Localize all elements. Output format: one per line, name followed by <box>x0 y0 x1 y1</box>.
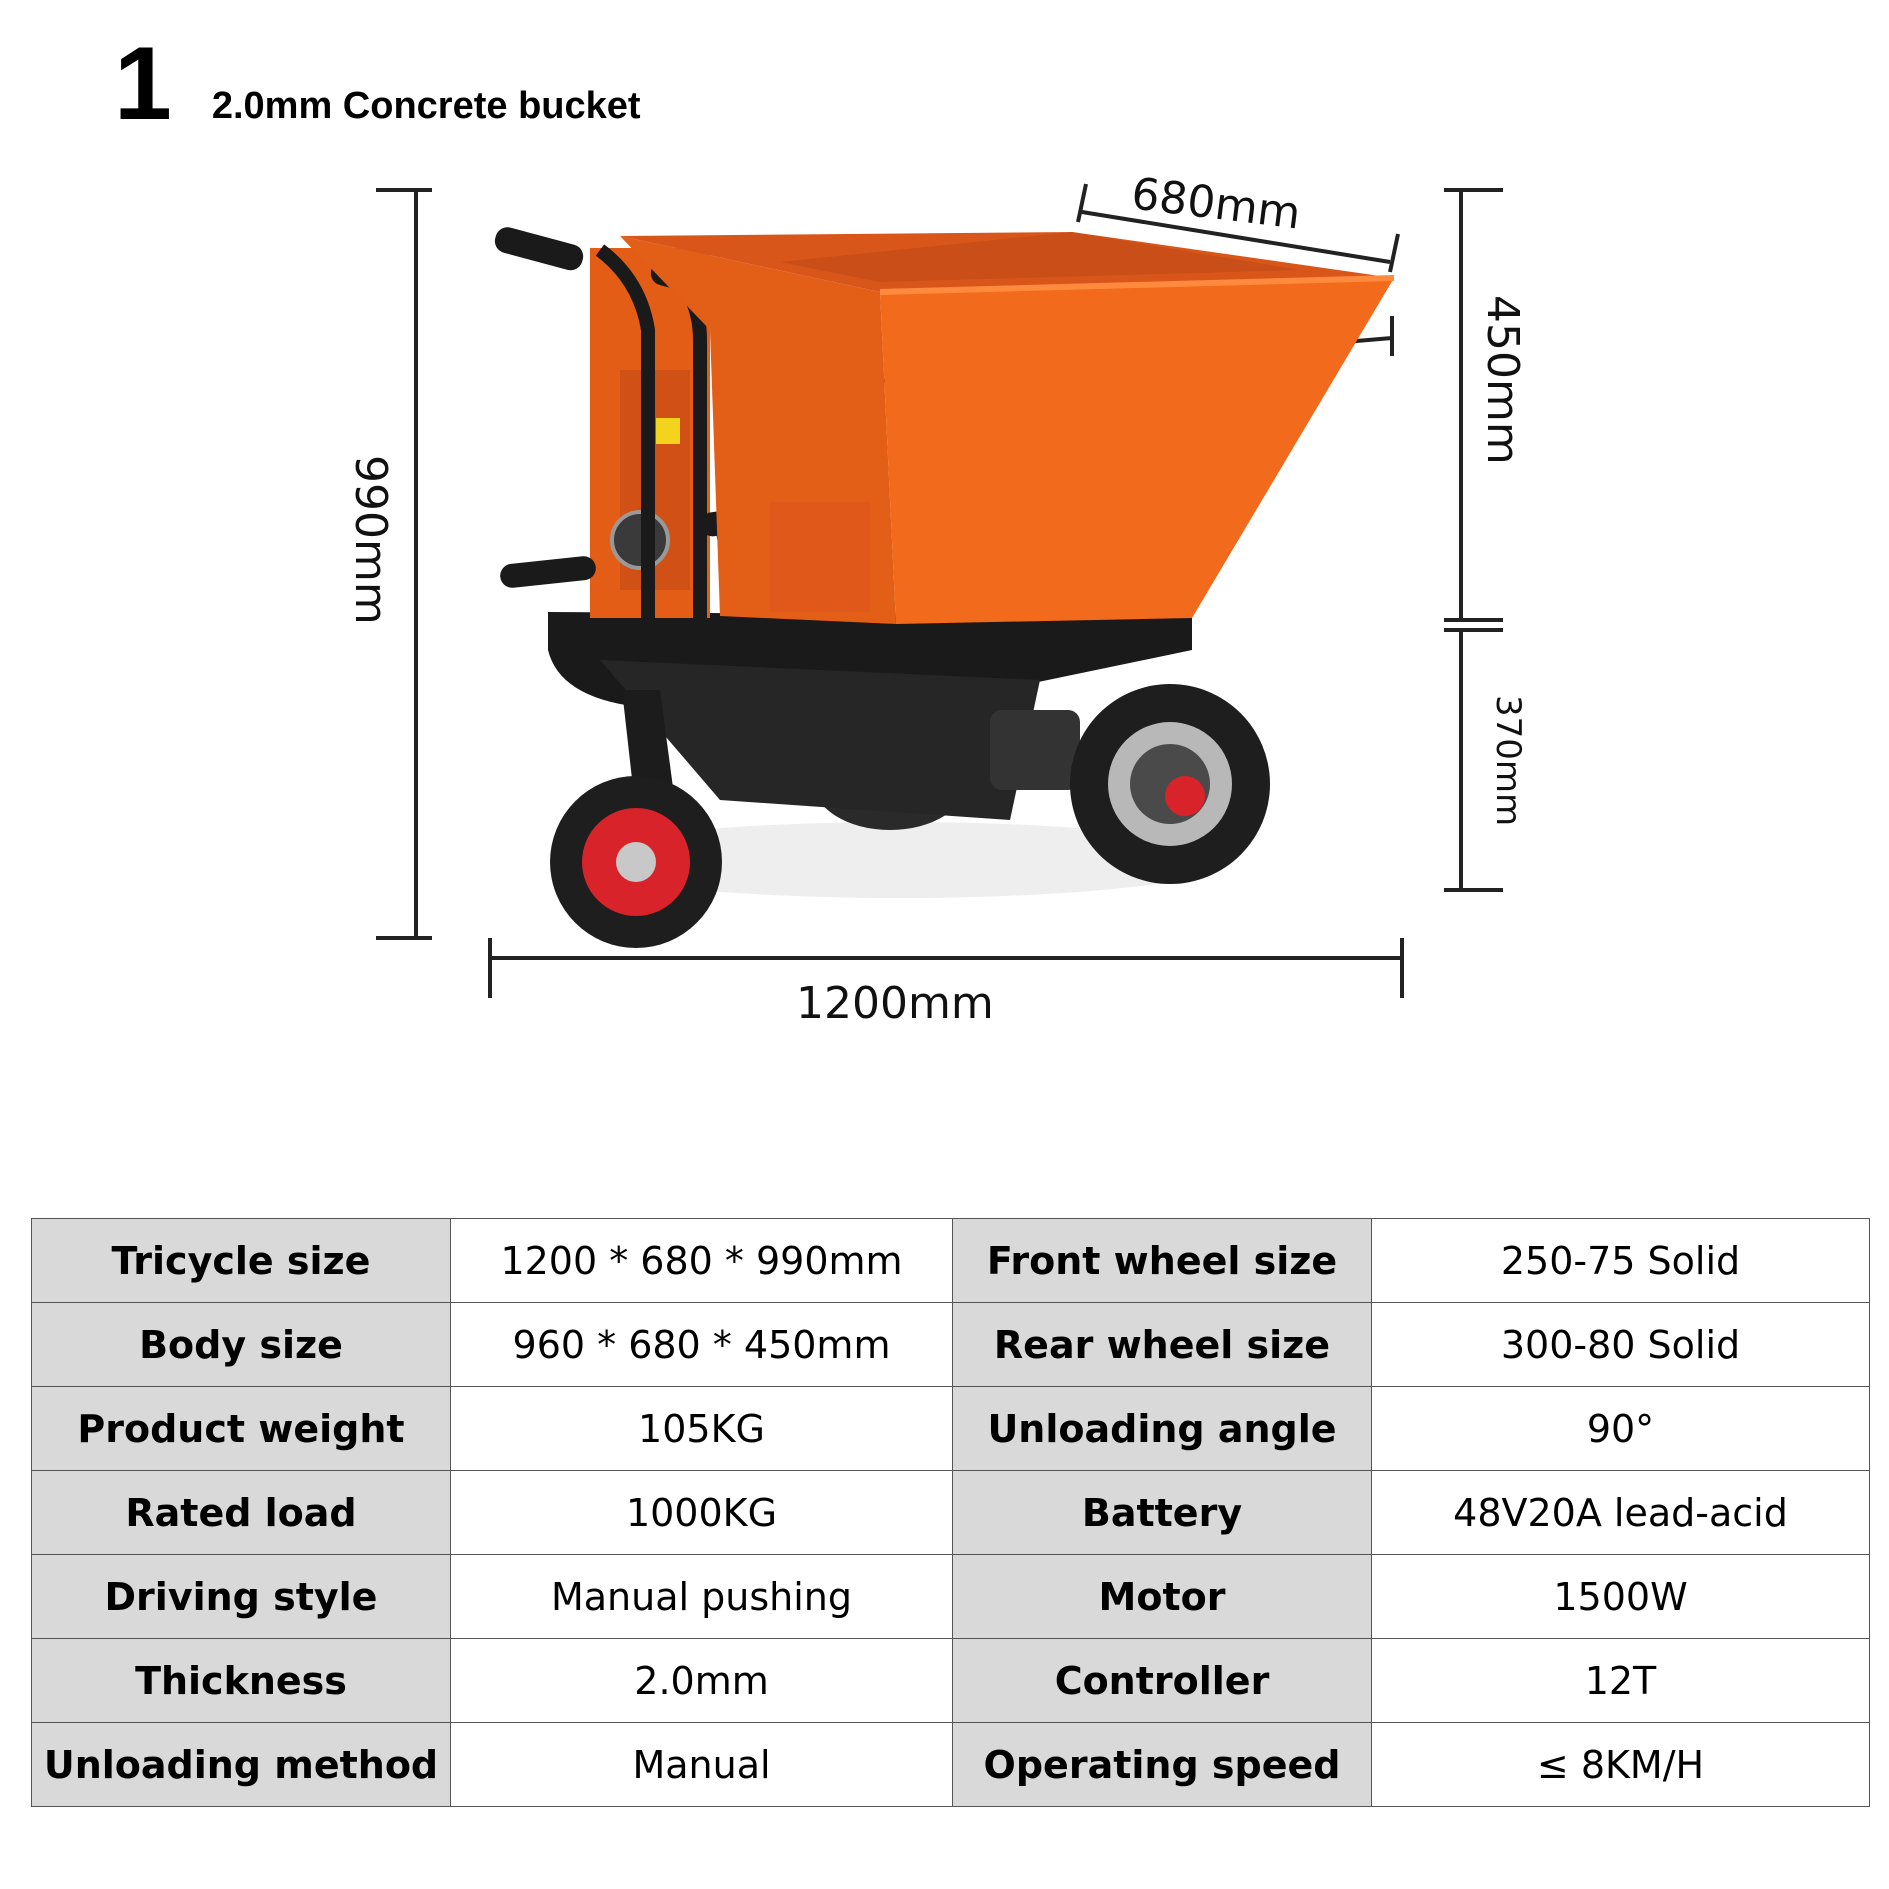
spec-label: Front wheel size <box>953 1219 1372 1303</box>
section-number: 1 <box>114 26 172 142</box>
spec-value: Manual <box>451 1723 953 1807</box>
spec-value: 960 * 680 * 450mm <box>451 1303 953 1387</box>
spec-value: 250-75 Solid <box>1372 1219 1870 1303</box>
spec-label: Driving style <box>32 1555 451 1639</box>
spec-label: Rated load <box>32 1471 451 1555</box>
spec-value: 105KG <box>451 1387 953 1471</box>
spec-value: 1200 * 680 * 990mm <box>451 1219 953 1303</box>
dim-total-length: 1200mm <box>796 978 994 1029</box>
table-row <box>32 1555 1870 1639</box>
spec-label: Rear wheel size <box>953 1303 1372 1387</box>
spec-value: 1500W <box>1372 1555 1870 1639</box>
spec-value: 1000KG <box>451 1471 953 1555</box>
spec-table <box>31 1218 1870 1807</box>
spec-value: 12T <box>1372 1639 1870 1723</box>
table-row <box>32 1723 1870 1807</box>
spec-label: Unloading angle <box>953 1387 1372 1471</box>
dim-total-height: 990mm <box>345 455 396 625</box>
spec-label: Battery <box>953 1471 1372 1555</box>
spec-label: Controller <box>953 1639 1372 1723</box>
spec-value: 48V20A lead-acid <box>1372 1471 1870 1555</box>
table-row <box>32 1639 1870 1723</box>
spec-label: Motor <box>953 1555 1372 1639</box>
table-row <box>32 1387 1870 1471</box>
spec-label: Unloading method <box>32 1723 451 1807</box>
spec-value: 2.0mm <box>451 1639 953 1723</box>
table-row <box>32 1219 1870 1303</box>
concrete-tricycle-illustration <box>492 225 1394 948</box>
spec-label: Thickness <box>32 1639 451 1723</box>
spec-value: 90° <box>1372 1387 1870 1471</box>
table-row <box>32 1303 1870 1387</box>
spec-label: Tricycle size <box>32 1219 451 1303</box>
table-row <box>32 1471 1870 1555</box>
spec-value: Manual pushing <box>451 1555 953 1639</box>
dim-bucket-height: 450mm <box>1477 295 1528 465</box>
spec-label: Operating speed <box>953 1723 1372 1807</box>
spec-value: 300-80 Solid <box>1372 1303 1870 1387</box>
spec-label: Product weight <box>32 1387 451 1471</box>
section-title: 2.0mm Concrete bucket <box>211 85 641 127</box>
dim-top-width: 680mm <box>1128 168 1304 240</box>
dim-ground-clearance: 370mm <box>1488 695 1528 827</box>
spec-value: ≤ 8KM/H <box>1372 1723 1870 1807</box>
spec-label: Body size <box>32 1303 451 1387</box>
